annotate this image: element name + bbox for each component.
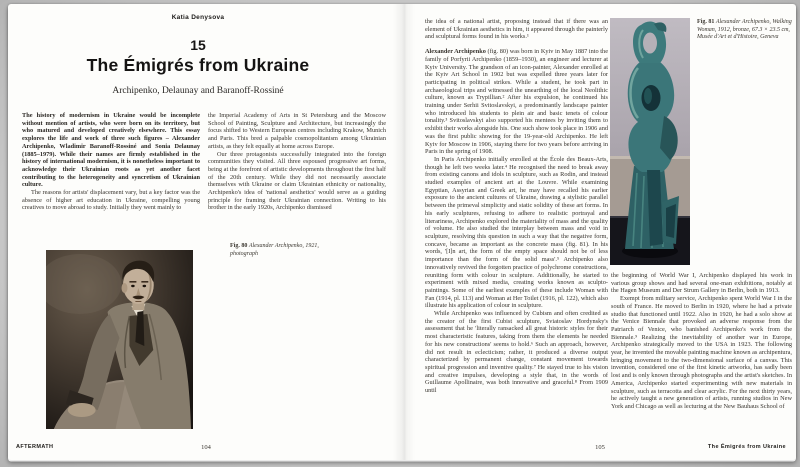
body-paragraph: the Imperial Academy of Arts in St Petersburg and the Moscow School of Painting, Sculpture and Architecture, but increasingly the focus shifted to Western European centres including Krakow, Munich and Paris. This bred a palpable cosmopolitanism among Ukrainian artists, as they felt equally at home across Europe.	[208, 112, 386, 150]
running-head-left: AFTERMATH	[16, 444, 54, 450]
chapter-number: 15	[190, 37, 206, 53]
body-paragraph	[425, 48, 608, 156]
fig80-caption	[230, 243, 345, 258]
page-number-right: 105	[595, 444, 605, 451]
right-page-column-2	[611, 272, 792, 424]
body-paragraph: Our three protagonists successfully integrated into the foreign communities they visited. All three espoused progressive art forms, being at the forefront of artistic developments throughout the first half of the 20th century. While they did not necessarily associate themselves with Ukraine or claim Ukrainian ethnicity or nationality, Archipenko's idea of 'national aesthetics' would serve as a guiding principle for framing their Ukrainian connection. Writing to his brother in the early 1920s, Archipenko dismissed	[208, 150, 386, 212]
paragraph-lead-bold: Alexander Archipenko	[425, 48, 486, 56]
page-left	[8, 4, 404, 460]
left-page-column-2	[208, 112, 386, 232]
fig81-caption-label: Fig. 81	[697, 19, 715, 25]
body-paragraph: the idea of a national artist, proposing instead that if there was an element of Ukrainian aesthetics in him, it appeared through the painterly and sculptural forms found in his works.¹	[425, 18, 608, 41]
page-number-left: 104	[201, 444, 211, 451]
body-paragraph: While Archipenko was influenced by Cubism and often credited as the creator of the first Cubist sculpture, Sviatoslav Hordynsky's assessment that he 'literally ransacked all great historic styles for their most characteristic features, taking from them the elements he needed for his new constructions' seems to hold.⁶ Such an approach, however, did not result in eclecticism; rather, it produced a diverse output characterized by permanent change, constant movement towards spiritual progression and inventive quality.⁷ He stayed true to his vision and creative impulses, developing a style that, in the words of Guillaume Apollinaire, was both innovative and graceful.⁸ From 1909 until	[425, 310, 608, 395]
fig81-caption-text: Alexander Archipenko, Walking Woman, 1912, bronze, 67.3 × 23.5 cm, Musée d'Art et d'Histoire, Geneva	[697, 19, 792, 40]
left-page-column-1	[22, 112, 200, 242]
body-paragraph: The reasons for artists' displacement vary, but a key factor was the absence of higher art education in Ukraine, compelling young creatives to move abroad to study. Initially they went mainly to	[22, 189, 200, 212]
running-head-right: The Émigrés from Ukraine	[707, 444, 786, 450]
page-gutter-shadow	[393, 4, 415, 460]
fig81-caption	[697, 19, 793, 42]
paragraph-rest: (fig. 80) was born in Kyiv in May 1887 into the family of Porfyrii Archipenko (1859–1930), an engineer and lecturer at Kyiv University. The grandson of an icon-painter, Alexander enrolled at the Kyiv Art School in 1902 but was expelled three years later for participating in political strikes. While a student, he took part in archaeological trips and witnessed the unearthing of the local Neolithic culture, known as Trypillian.² After his expulsion, he continued his training under Serhii Svitoslavskyi, a predominantly landscape painter who introduced his students to plein air and basic tenets of colour tonality.³ Svitoslavskyi also supported his mentees by inviting them to exhibit their works alongside his. One such show took place in 1906 and was the first public showing for the 19-year-old Archipenko. He left Kyiv for Moscow in 1906, staying there for two years before arriving in Paris in the spring of 1908.	[425, 48, 608, 156]
page-right	[404, 4, 796, 460]
body-paragraph: Exempt from military service, Archipenko spent World War I in the south of France. He moved to Berlin in 1920, where he had a private studio that functioned until 1922. Also in 1920, he had a solo show at the Venice Biennale that provoked an adverse response from the Patriarch of Venice, who banished Archipenko's work from the Biennale.⁹ Realizing the inevitability of another war in Europe, Archipenko strategically moved to the USA in 1923. The following year, he invented the movable painting machine known as archipentura, bringing movement to the two-dimensional surface of a canvas. This invention, considered one of the first kinetic artworks, has sadly been lost and is only known through photographs and the artist's sketches. In America, Archipenko started experimenting with new materials in sculpture, such as terracotta and clear acrylic. For the next thirty years, he actively taught a new generation of artists, running studios in New York and Chicago as well as lecturing at the New Bauhaus School of	[611, 295, 792, 410]
right-page-column-1	[425, 18, 608, 414]
intro-paragraph: The history of modernism in Ukraine would be incomplete without mention of artists, who were born on its territory, but who matured and developed creatively elsewhere. This essay explores the life and work of three such figures – Alexander Archipenko, Wladimir Baranoff-Rossiné and Sonia Delaunay (1885–1979). While their names are firmly established in the history of international modernism, it is nonetheless important to acknowledge their Ukrainian roots as yet another facet contributing to the heterogeneity and syncretism of Ukrainian culture.	[22, 112, 200, 189]
fig81-photo	[610, 18, 690, 265]
body-paragraph: In Paris Archipenko initially enrolled at the École des Beaux-Arts, though he left two weeks later.⁴ He recognised the need to break away from existing canons and idols in sculpture, such as Rodin, and instead studied examples of ancient art at the Louvre. While examining Egyptian, Assyrian and Greek art, he may have recalled his earlier exposure to the ancient cultures of Ukraine, drawing a stylistic parallel between the primeval simplicity and static solidity of these art forms. In his early sculptures, refusing to adhere to realistic portrayal and literariness, Archipenko explored the materiality of mass and the quality of volume. He also studied the interplay between mass and void in sculpture, resolving this question in such a way that the negative form, concave, became as important as the concrete mass (fig. 81). In his words, '[I]n art, the form of the empty space should not be of less importance than the form of the solid mass'.⁵ Archipenko also innovatively revived the forgotten practice of polychrome constructions, reuniting form with colour in sculpture. Additionally, he started to experiment with mixed media, creating works known as sculpto-paintings. Some of the earliest examples of these include Woman with Fan (1914, pl. 113) and Woman at Her Toilet (1916, pl. 122), which also illustrate his application of colour in sculpture.	[425, 155, 608, 310]
chapter-subtitle: Archipenko, Delaunay and Baranoff-Rossiné	[112, 86, 284, 96]
chapter-title: The Émigrés from Ukraine	[86, 55, 310, 75]
archipenko-portrait-illustration	[46, 250, 193, 429]
fig80-caption-text: Alexander Archipenko, 1921, photograph	[230, 243, 319, 257]
author-name: Katia Denysova	[171, 14, 225, 21]
fig80-caption-label: Fig. 80	[230, 243, 248, 249]
book-spread	[8, 4, 796, 460]
body-paragraph: the beginning of World War I, Archipenko displayed his work in various group shows and had several one-man exhibitions, notably at the Hagen Museum and Der Strum Gallery in Berlin, both in 1913.	[611, 272, 792, 295]
walking-woman-sculpture-illustration	[610, 18, 690, 265]
fig80-photo	[46, 250, 193, 429]
